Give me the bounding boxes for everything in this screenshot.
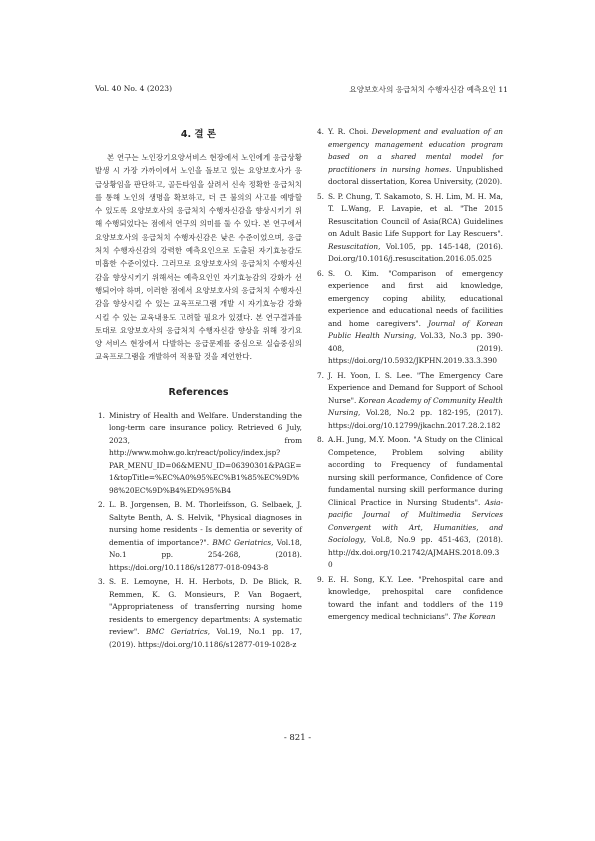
reference-segment: Unpublished doctoral dissertation, Korea University, (2020). — [328, 164, 503, 186]
right-column — [314, 126, 503, 626]
reference-text — [328, 574, 503, 624]
reference-source-title: The Korean — [452, 612, 496, 621]
reference-number: 1. — [98, 410, 105, 420]
reference-number: 7. — [317, 370, 324, 380]
reference-number: 4. — [317, 127, 324, 136]
reference-item — [95, 410, 302, 498]
reference-source-title: Asia-pacific Journal of Multimedia Services Convergent with Art, Humanities, and Sociology — [328, 497, 503, 544]
reference-segment: S. P. Chung, T. Sakamoto, S. H. Lim, M. H. Ma, T. L.Wang, F. Lavapie, et al. "The 2015 Resuscitation Council of Asia(RCA) Guidelines on Adult Basic Life Support for Lay Rescuers". — [328, 191, 503, 238]
left-column — [95, 126, 302, 653]
reference-item — [314, 370, 503, 433]
reference-source-title: Journal of Korean Public Health Nursing — [328, 318, 503, 340]
reference-segment: , Vol.19, No.1 pp. 17, (2019). https://doi.org/10.1186/s12877-019-1028-z — [109, 627, 302, 649]
reference-segment: A.H. Jung, M.Y. Moon. "A Study on the Clinical Competence, Problem solving ability according to Frequency of fundamental nursing skill performance, Confidence of Core fundamental nursing skill performance during Clinical Practice in Nursing Students". — [328, 435, 503, 507]
reference-item — [95, 499, 302, 574]
reference-list-left — [95, 410, 302, 652]
reference-text — [109, 499, 302, 574]
reference-text — [109, 410, 302, 498]
reference-segment: , Vol.28, No.2 pp. 182-195, (2017). https://doi.org/10.12799/jkachn.2017.28.2.182 — [328, 408, 503, 430]
reference-segment: S. E. Lemoyne, H. H. Herbots, D. De Blick, R. Remmen, K. G. Monsieurs, P. Van Bogaert, "Appropriateness of transferring nursing home residents to emergency departments: A systematic review". — [109, 577, 302, 637]
reference-number: 9. — [317, 574, 324, 584]
reference-item — [314, 268, 503, 368]
reference-segment: , Vol.8, No.9 pp. 451-463, (2018). http://dx.doi.org/10.21742/AJMAHS.2018.09.30 — [328, 535, 503, 569]
conclusion-paragraph: 본 연구는 노인장기요양서비스 현장에서 노인에게 응급상황 발생 시 가장 가까이에서 노인을 돌보고 있는 요양보호사가 응급상황임을 판단하고, 골든타임을 살려서 신속 정확한 응급처치를 통해 노인의 생명을 확보하고, 더 큰 불의의 사고를 예방할 수 있도록 요양보호사의 응급처치 수행자신감을 향상시키기 위해 수행되었다는 점에서 연구의 의미를 둘 수 있다. 본 연구에서 요양보호사의 응급처치 수행자신감은 낮은 수준이었으며, 응급처치 수행자신감의 강력한 예측요인으로 도출된 자기효능감도 미흡한 수준이었다. 그러므로 요양보호사의 응급처치 수행자신감을 향상시키기 위해서는 예측요인인 자기효능감의 강화가 선행되어야 하며, 이러한 점에서 요양보호사의 응급처치 수행자신감을 향상시킬 수 있는 교육프로그램 개발 시 자기효능감 강화시킬 수 있는 교육내용도 고려할 필요가 있겠다. 본 연구결과를 토대로 요양보호사의 응급처치 수행자신감 향상을 위해 장기요양 서비스 현장에서 다발하는 응급문제를 중심으로 실습중심의 교육프로그램을 개발하여 적용할 것을 제언한다. — [95, 153, 302, 362]
reference-text — [328, 370, 503, 433]
reference-number: 2. — [98, 500, 105, 510]
reference-source-title: BMC Geriatrics — [212, 537, 272, 547]
reference-source-title: Resuscitation — [328, 241, 379, 251]
reference-segment: S. O. Kim. "Comparison of emergency experience and first aid knowledge, emergency coping ability, educational experience and educational needs of facilities and home caregivers". — [328, 268, 503, 328]
reference-text — [328, 268, 503, 368]
running-header-title: 요양보호사의 응급처치 수행자신감 예측요인 11 — [349, 85, 508, 94]
reference-segment: , Vol.105, pp. 145-148, (2016). Doi.org/10.1016/j.resuscitation.2016.05.025 — [328, 241, 503, 263]
reference-segment: J. H. Yoon, I. S. Lee. "The Emergency Care Experience and Demand for Support of School Nurse". — [328, 370, 503, 405]
reference-item — [314, 126, 503, 189]
reference-number: 8. — [317, 435, 324, 444]
reference-segment: Y. R. Choi. — [328, 127, 372, 136]
reference-text — [328, 191, 503, 266]
reference-item — [95, 576, 302, 651]
reference-source-title: BMC Geriatrics — [145, 627, 208, 637]
reference-text — [328, 126, 503, 189]
reference-segment: Ministry of Health and Welfare. Understanding the long-term care insurance policy. Retrieved 6 July, 2023, from http://www.mohw.go.kr/react/policy/index.jsp?PAR_MENU_ID=06&MENU_ID=06390301&PAGE=1&topTitle=%EC%A0%95%EC%B1%85%EC%9D%98%20EC%9D%B4%ED%95%B4 — [109, 410, 302, 495]
reference-text — [328, 434, 503, 572]
reference-segment: , Vol.33, No.3 pp. 390-408, (2019). https://doi.org/10.5932/JKPHN.2019.33.3.390 — [328, 331, 503, 365]
reference-item — [314, 434, 503, 572]
reference-number: 3. — [98, 577, 105, 587]
conclusion-heading: 4. 결 론 — [180, 129, 217, 140]
reference-source-title: Korean Academy of Community Health Nursing — [328, 395, 503, 417]
reference-segment: , Vol.18, No.1 pp. 254-268, (2018). https://doi.org/10.1186/s12877-018-0943-8 — [109, 537, 302, 572]
page-number: - 821 - — [283, 733, 312, 743]
reference-text — [109, 576, 302, 651]
reference-item — [314, 574, 503, 624]
reference-number: 5. — [317, 191, 324, 201]
reference-item — [314, 191, 503, 266]
running-header-volume: Vol. 40 No. 4 (2023) — [95, 84, 173, 93]
reference-source-title: Development and evaluation of an emergency management education program based on a shared mental model for practitioners in nursing homes. — [328, 127, 504, 174]
reference-list-right — [314, 126, 503, 624]
reference-number: 6. — [317, 268, 324, 278]
references-heading: References — [168, 386, 229, 398]
reference-segment: E. H. Song, K.Y. Lee. "Prehospital care and knowledge, prehospital care confidence toward the infant and toddlers of the 119 emergency medical technicians". — [328, 574, 503, 621]
reference-segment: L. B. Jorgensen, B. M. Thorleifsson, G. Selbaek, J. Saltyte Benth, A. S. Helvik, "Physical diagnoses in nursing home residents - Is dementia or severity of dementia of importance?". — [109, 500, 302, 547]
